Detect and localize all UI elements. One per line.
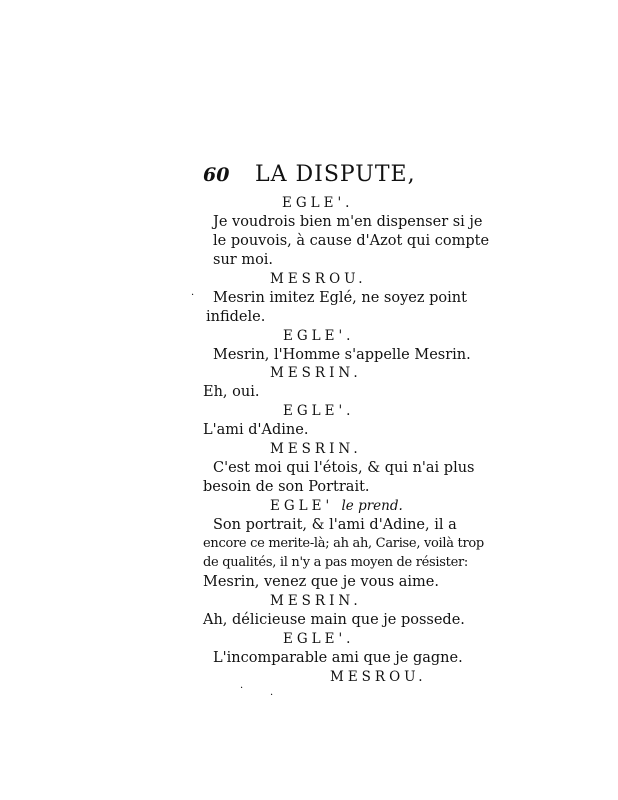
stage-direction: le prend. [341,498,403,514]
catchword: MESROU. [330,669,427,685]
page-header [203,162,443,192]
dialogue-line: infidele. [206,309,266,325]
dialogue-line: Eh, oui. [203,384,260,400]
dialogue-line: Je voudrois bien m'en dispenser si je [213,214,483,230]
dialogue-line: le pouvois, à cause d'Azot qui compte [213,233,490,249]
dialogue-line: C'est moi qui l'étois, & qui n'ai plus [213,460,475,476]
running-title: LA DISPUTE, [255,162,416,187]
dialogue-line: Mesrin imitez Eglé, ne soyez point [213,290,467,306]
speaker-mesrin: MESRIN. [270,441,362,457]
speaker-mesrin: MESRIN. [270,365,362,381]
dialogue-line: Son portrait, & l'ami d'Adine, il a [213,517,457,533]
speaker-mesrin: MESRIN. [270,593,362,609]
dialogue-line: sur moi. [213,252,274,268]
dialogue-line: L'incomparable ami que je gagne. [213,650,463,666]
dialogue-line: Mesrin, l'Homme s'appelle Mesrin. [213,347,471,363]
speaker-name: EGLE' [270,498,334,514]
dialogue-line: Mesrin, venez que je vous aime. [203,574,439,590]
dialogue-line: de qualités, il n'y a pas moyen de résister: [203,555,468,570]
dialogue-line: Ah, délicieuse main que je possede. [203,612,465,628]
speaker-egle: EGLE'. [283,403,355,419]
speaker-mesrou: MESROU. [270,271,367,287]
ink-speck: · [240,683,244,694]
dialogue-line: besoin de son Portrait. [203,479,370,495]
speaker-egle: EGLE'. [282,195,354,211]
dialogue-line: L'ami d'Adine. [203,422,309,438]
ink-speck: · [270,690,274,701]
dialogue-line: encore ce merite-là; ah ah, Carise, voilà trop [203,536,484,551]
speaker-egle: EGLE'. [283,328,355,344]
speaker-egle: EGLE'. [283,631,355,647]
page-number: 60 [203,164,230,186]
speaker-egle-stage [270,497,403,515]
ink-speck: · [191,290,195,301]
